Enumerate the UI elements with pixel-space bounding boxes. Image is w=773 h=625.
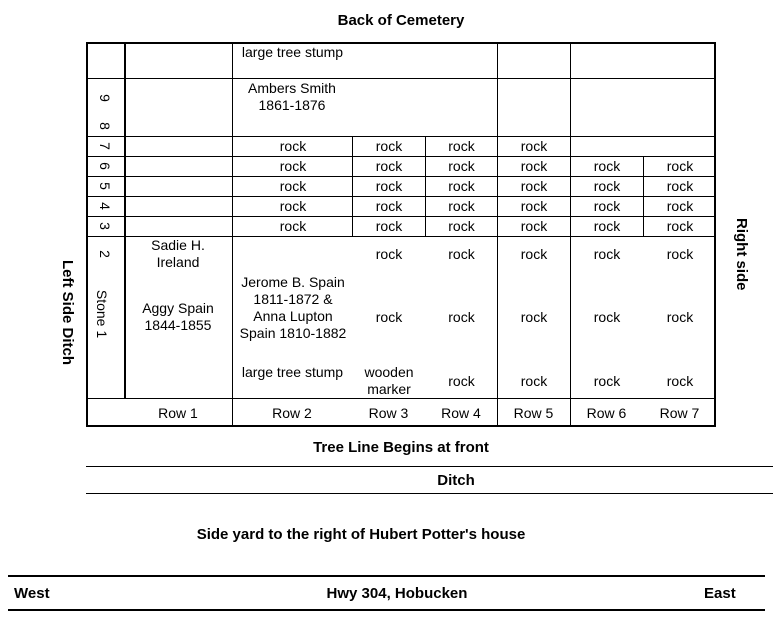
east-label: East [704,585,736,602]
rock-marker: rock [520,218,548,234]
rock-marker: rock [593,373,621,389]
large-tree-stump-front: large tree stump [241,364,344,380]
aggy-spain-grave: Aggy Spain 1844-1855 [142,300,214,333]
west-label: West [14,585,50,602]
rock-marker: rock [448,138,475,154]
ditch-label: Ditch [437,472,475,489]
grid-line [86,136,716,137]
stone-number-2: 2 [96,250,113,258]
rock-marker: rock [375,309,403,325]
side-yard-label: Side yard to the right of Hubert Potter's house [196,526,526,543]
grid-line [86,176,716,177]
rock-marker: rock [520,158,548,174]
rock-marker: rock [279,178,307,194]
row-label-2: Row 2 [272,405,312,421]
rock-marker: rock [593,246,621,262]
rock-marker: rock [666,158,694,174]
rock-marker: rock [520,309,548,325]
rock-marker: rock [666,198,694,214]
rock-marker: rock [279,138,307,154]
large-tree-stump-back: large tree stump [241,44,344,60]
rock-marker: rock [520,198,548,214]
row-label-1: Row 1 [158,405,198,421]
tree-line-label: Tree Line Begins at front [313,439,489,456]
ditch-top-line [86,466,773,467]
rock-marker: rock [593,178,621,194]
wooden-marker: wooden marker [364,364,414,397]
row-label-6: Row 6 [586,405,627,421]
rock-marker: rock [593,309,621,325]
jerome-spain-grave: Jerome B. Spain 1811-1872 & Anna Lupton Spain 1810-1882 [239,274,347,341]
rock-marker: rock [666,309,694,325]
stone-number-5: 5 [96,182,113,190]
stone-number-8: 8 [96,122,113,130]
rock-marker: rock [666,246,694,262]
row-label-7: Row 7 [659,405,700,421]
row-label-3: Row 3 [368,405,409,421]
rock-marker: rock [375,218,403,234]
grid-line [124,42,126,398]
rock-marker: rock [375,246,403,262]
rock-marker: rock [375,158,403,174]
rock-marker: rock [448,178,475,194]
highway-top-line [8,575,765,577]
rock-marker: rock [520,178,548,194]
stone-number-6: 6 [96,162,113,170]
grid-line [86,156,716,157]
stone-number-7: 7 [96,142,113,150]
rock-marker: rock [520,138,548,154]
stone-number-4: 4 [96,202,113,210]
rock-marker: rock [520,246,548,262]
rock-marker: rock [448,246,475,262]
rock-marker: rock [448,373,475,389]
rock-marker: rock [666,218,694,234]
grid-line [86,216,716,217]
rock-marker: rock [448,158,475,174]
right-side-label: Right side [733,218,750,291]
sadie-ireland-grave: Sadie H. Ireland [151,237,205,270]
rock-marker: rock [666,178,694,194]
rock-marker: rock [448,218,475,234]
rock-marker: rock [593,158,621,174]
grid-line [86,196,716,197]
row-label-4: Row 4 [441,405,481,421]
rock-marker: rock [593,198,621,214]
grid-line [86,78,716,79]
rock-marker: rock [375,198,403,214]
highway-bottom-line [8,609,765,611]
stone-number-3: 3 [96,222,113,230]
rock-marker: rock [279,198,307,214]
ambers-smith-grave: Ambers Smith 1861-1876 [248,80,336,113]
rock-marker: rock [279,218,307,234]
rock-marker: rock [520,373,548,389]
ditch-bottom-line [86,493,773,494]
back-of-cemetery-label: Back of Cemetery [337,12,465,29]
rock-marker: rock [593,218,621,234]
rock-marker: rock [448,309,475,325]
rock-marker: rock [279,158,307,174]
rock-marker: rock [666,373,694,389]
stone-number-1: Stone 1 [94,289,111,339]
rock-marker: rock [375,138,403,154]
rock-marker: rock [375,178,403,194]
highway-label: Hwy 304, Hobucken [326,585,468,602]
row-label-5: Row 5 [513,405,554,421]
grid-line [86,398,716,399]
left-side-label: Left Side Ditch [59,260,76,366]
rock-marker: rock [448,198,475,214]
stone-number-9: 9 [96,94,113,102]
